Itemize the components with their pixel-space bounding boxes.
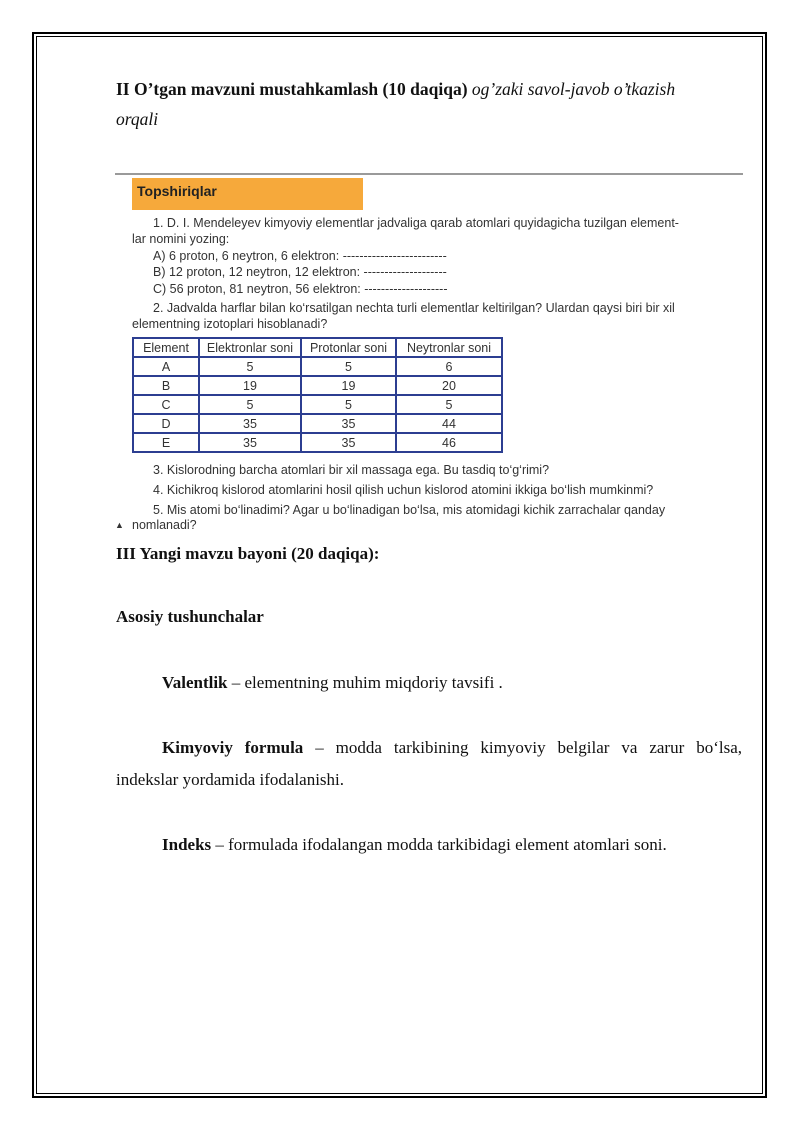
definition-indeks: [162, 834, 667, 856]
task-5-line-1: 5. Mis atomi bo‘linadimi? Agar u bo‘linadigan bo‘lsa, mis atomidagi kichik zarrachalar qanday: [153, 503, 666, 517]
task-1-line-1: 1. D. I. Mendeleyev kimyoviy elementlar jadvaliga qarab atomlari quyidagicha tuzilgan element-: [153, 216, 679, 230]
definition-indeks-text: – formulada ifodalangan modda tarkibidagi element atomlari soni.: [211, 835, 667, 854]
tasks-header: [132, 178, 363, 210]
table-cell: D: [133, 414, 199, 433]
cursor-icon: ▲: [115, 520, 124, 530]
definition-formula-cont: indekslar yordamida ifodalanishi.: [116, 770, 345, 789]
task-1-option-b: B) 12 proton, 12 neytron, 12 elektron: --------------------: [153, 265, 447, 279]
table-row: [133, 414, 502, 433]
term-formula: Kimyoviy formula: [162, 738, 304, 757]
section-2-heading: [116, 74, 746, 134]
table-header-cell: Elektronlar soni: [199, 338, 301, 357]
task-1-line-2: lar nomini yozing:: [132, 232, 230, 246]
table-cell: 5: [301, 357, 396, 376]
section-2-method: og’zaki savol-javob o’tkazish: [467, 79, 676, 99]
table-cell: 35: [199, 414, 301, 433]
definition-formula: [162, 737, 742, 759]
table-cell: 20: [396, 376, 502, 395]
table-cell: 35: [301, 414, 396, 433]
term-valentlik: Valentlik: [162, 673, 228, 692]
table-cell: 5: [199, 395, 301, 414]
definition-valentlik: [162, 672, 503, 694]
table-header-cell: Protonlar soni: [301, 338, 396, 357]
elements-table: [132, 337, 503, 453]
table-cell: A: [133, 357, 199, 376]
divider-line: [115, 173, 743, 175]
task-4: 4. Kichikroq kislorod atomlarini hosil qilish uchun kislorod atomini ikkiga bo‘lish mumkinmi?: [153, 483, 654, 497]
tasks-header-label: Topshiriqlar: [137, 183, 217, 199]
concepts-subtitle: Asosiy tushunchalar: [116, 607, 264, 626]
term-indeks: Indeks: [162, 835, 212, 854]
table-row: [133, 395, 502, 414]
task-2-line-1: 2. Jadvalda harflar bilan ko‘rsatilgan nechta turli elementlar keltirilgan? Ulardan qaysi biri bir xil: [153, 301, 675, 315]
section-3-title: III Yangi mavzu bayoni (20 daqiqa):: [116, 544, 380, 563]
table-cell: 35: [301, 433, 396, 452]
table-header-cell: Neytronlar soni: [396, 338, 502, 357]
table-row: [133, 433, 502, 452]
section-2-method-cont: orqali: [116, 109, 159, 129]
table-cell: 5: [301, 395, 396, 414]
definition-formula-text: – modda tarkibining kimyoviy belgilar va zarur bo‘lsa,: [303, 738, 742, 757]
table-cell: 5: [199, 357, 301, 376]
table-row: [133, 357, 502, 376]
table-cell: 5: [396, 395, 502, 414]
table-cell: 6: [396, 357, 502, 376]
task-1-option-a: A) 6 proton, 6 neytron, 6 elektron: -------------------------: [153, 249, 447, 263]
table-header-cell: Element: [133, 338, 199, 357]
task-5-line-2: nomlanadi?: [132, 518, 197, 532]
task-2-line-2: elementning izotoplari hisoblanadi?: [132, 317, 328, 331]
table-cell: 19: [199, 376, 301, 395]
table-cell: 44: [396, 414, 502, 433]
table-cell: E: [133, 433, 199, 452]
table-cell: 19: [301, 376, 396, 395]
table-header-row: [133, 338, 502, 357]
definition-valentlik-text: – elementning muhim miqdoriy tavsifi .: [227, 673, 503, 692]
table-cell: C: [133, 395, 199, 414]
task-1-option-c: C) 56 proton, 81 neytron, 56 elektron: --------------------: [153, 282, 448, 296]
table-cell: B: [133, 376, 199, 395]
table-cell: 46: [396, 433, 502, 452]
table-cell: 35: [199, 433, 301, 452]
section-2-title: II O’tgan mavzuni mustahkamlash (10 daqiqa): [116, 79, 468, 99]
table-row: [133, 376, 502, 395]
task-3: 3. Kislorodning barcha atomlari bir xil massaga ega. Bu tasdiq to‘g‘rimi?: [153, 463, 550, 477]
